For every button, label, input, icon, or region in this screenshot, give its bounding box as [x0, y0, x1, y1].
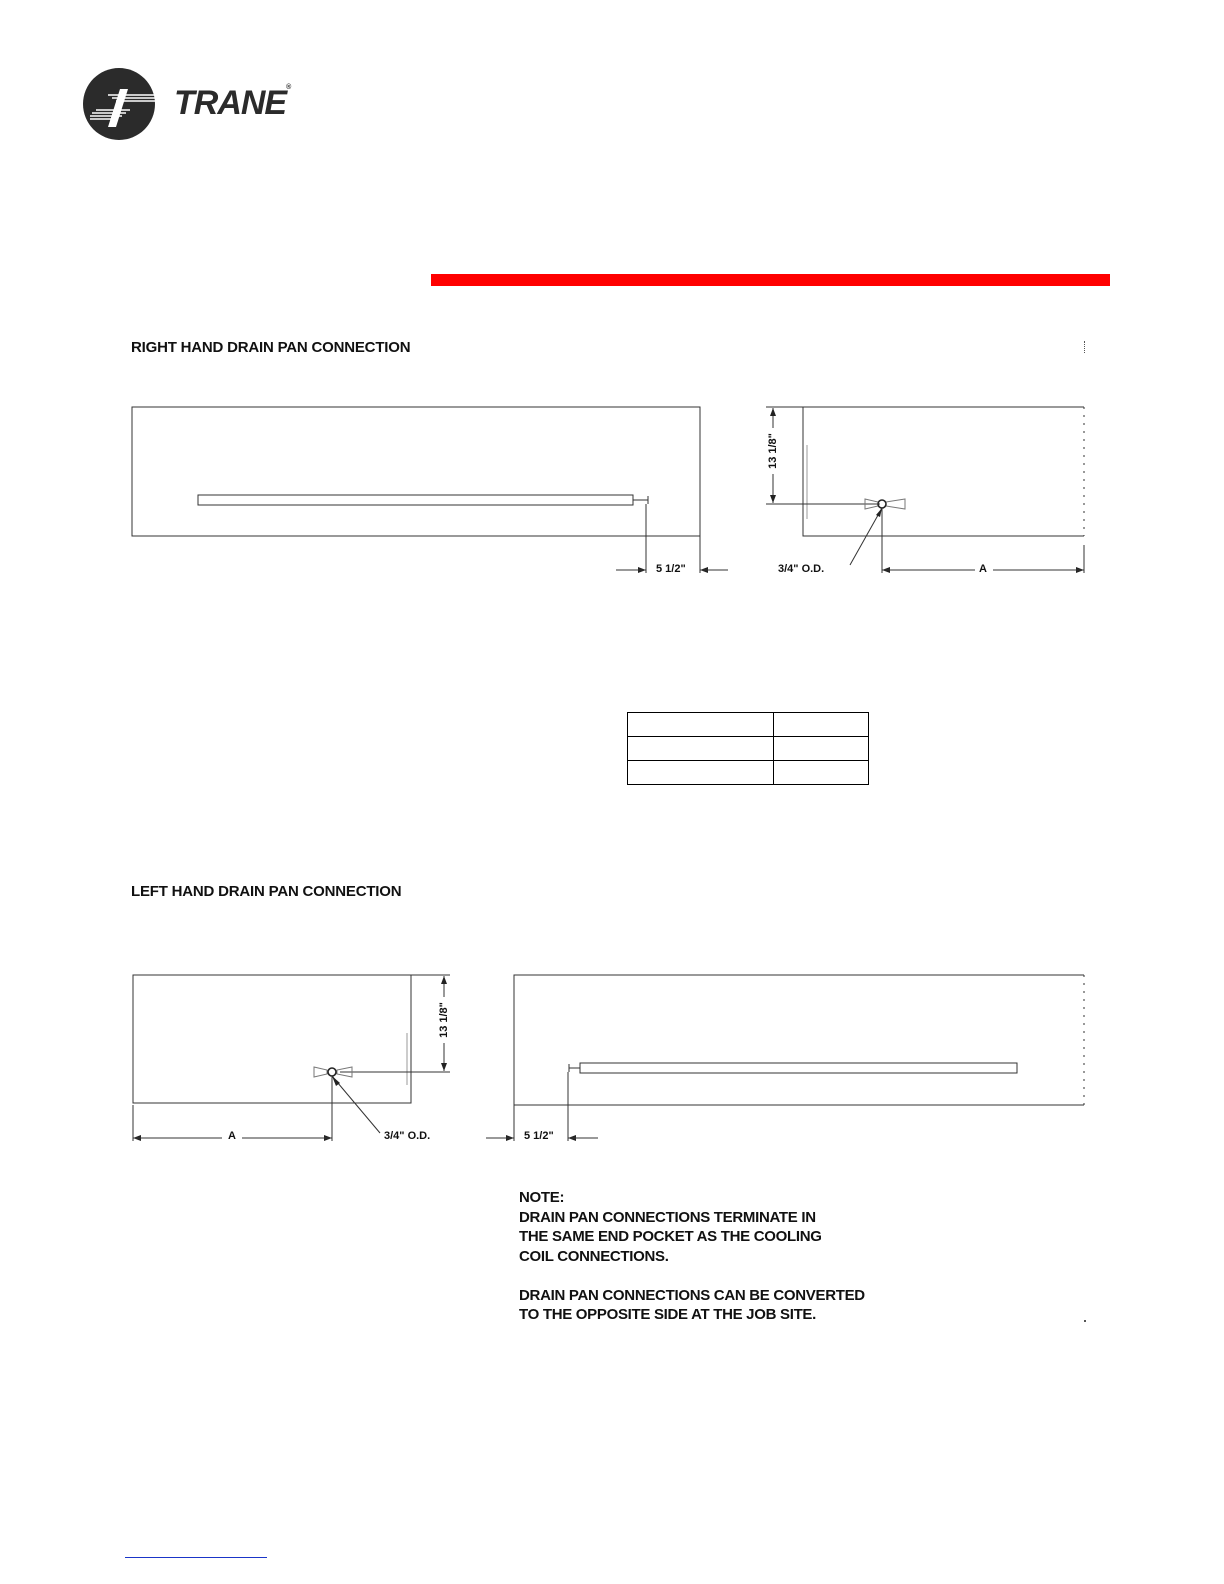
- table-cell: [628, 761, 774, 785]
- left-hand-title: LEFT HAND DRAIN PAN CONNECTION: [131, 883, 402, 900]
- note-line: TO THE OPPOSITE SIDE AT THE JOB SITE.: [519, 1306, 817, 1323]
- note-heading: NOTE:: [519, 1189, 565, 1206]
- rh-front-unit: [132, 407, 700, 536]
- table-cell: [628, 713, 774, 737]
- rh-dim-height: 13 1/8": [767, 428, 779, 474]
- table-cell: [628, 737, 774, 761]
- lh-drain-pan: [580, 1063, 1017, 1073]
- edge-mark: [1084, 1320, 1086, 1322]
- lh-dim-od: 3/4" O.D.: [384, 1130, 431, 1142]
- lh-drain-fitting: [328, 1068, 336, 1076]
- lh-front-unit: [514, 975, 1084, 1105]
- lh-dim-height: 13 1/8": [438, 997, 450, 1043]
- note-line: DRAIN PAN CONNECTIONS CAN BE CONVERTED: [519, 1286, 865, 1304]
- rh-dim-offset: 5 1/2": [656, 563, 686, 575]
- rh-drain-pan: [198, 495, 633, 505]
- table-cell: [774, 737, 869, 761]
- right-hand-title: RIGHT HAND DRAIN PAN CONNECTION: [131, 339, 411, 356]
- brand-name: TRANE: [174, 84, 287, 122]
- rh-side-unit: [803, 407, 1084, 536]
- note-line: DRAIN PAN CONNECTIONS TERMINATE IN: [519, 1208, 816, 1226]
- note-line: THE SAME END POCKET AS THE COOLING: [519, 1228, 822, 1245]
- left-hand-diagram: [0, 965, 1224, 1155]
- table-row: [628, 761, 869, 785]
- table-row: [628, 713, 869, 737]
- footer-link-underline[interactable]: [125, 1557, 267, 1559]
- table-row: [628, 737, 869, 761]
- lh-dim-a: A: [228, 1130, 236, 1142]
- trane-circle-icon: [82, 67, 158, 143]
- registered-mark: ®: [286, 84, 291, 91]
- lh-side-unit: [133, 975, 411, 1103]
- edge-mark: [1084, 341, 1086, 353]
- rh-dim-od: 3/4" O.D.: [778, 563, 825, 575]
- right-hand-diagram: [0, 395, 1224, 585]
- note-line: COIL CONNECTIONS.: [519, 1247, 669, 1265]
- trane-logo: [82, 67, 312, 143]
- table-cell: [774, 713, 869, 737]
- red-accent-bar: [431, 274, 1110, 286]
- dimension-table: [627, 712, 869, 785]
- note-block: [519, 1188, 865, 1325]
- rh-dim-a: A: [979, 563, 987, 575]
- note-line: [519, 1266, 865, 1286]
- lh-dim-offset: 5 1/2": [524, 1130, 554, 1142]
- table-cell: [774, 761, 869, 785]
